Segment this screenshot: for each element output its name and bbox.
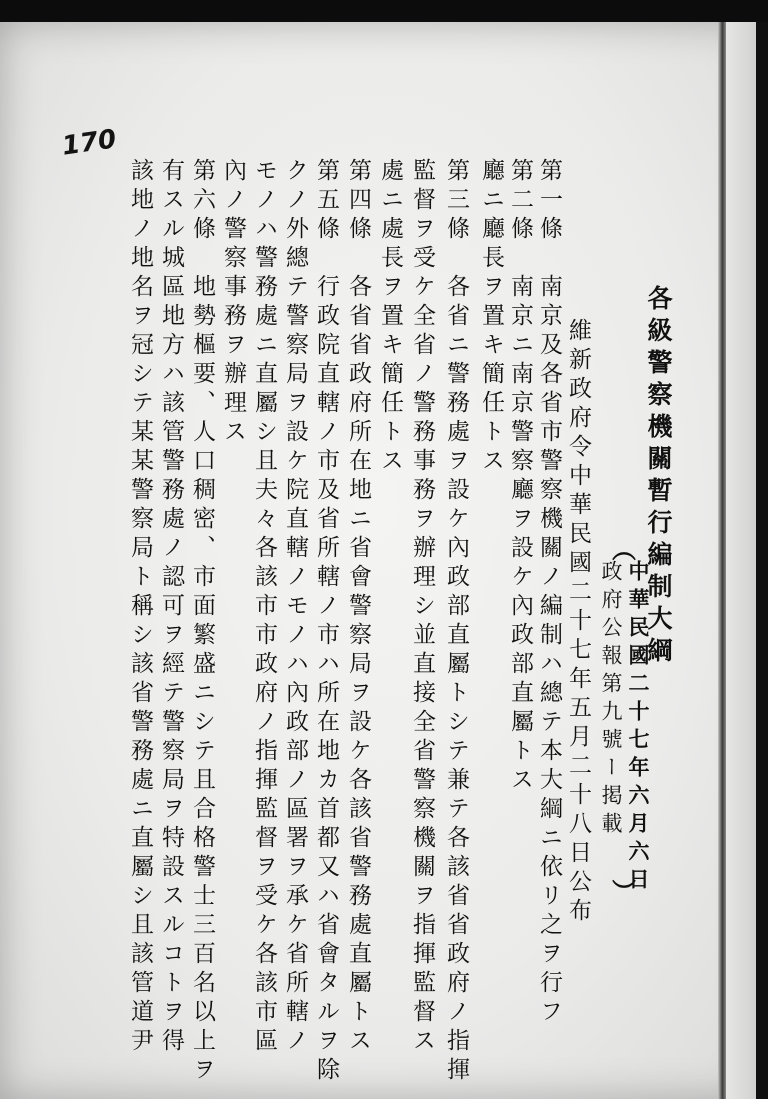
article-6-line-2: 有スル城區地方ハ該管警務處ノ認可ヲ經テ警察局ヲ特設スルコトヲ得 <box>158 158 184 1057</box>
article-5-line-1: 第五條 行政院直轄ノ市及省所轄ノ市ハ所在地カ首都又ハ省會タルヲ除 <box>313 158 339 1086</box>
article-1-line-1: 第一條 南京及各省市警察機關ノ編制ハ總テ本大綱ニ依リ之ヲ行フ <box>536 158 562 1028</box>
scan-border <box>756 22 768 1099</box>
article-6-line-1: 第六條 地勢樞要、人口稠密、市面繁盛ニシテ且合格警士三百名以上ヲ <box>189 158 215 1086</box>
bracket-open: ︵ <box>612 535 636 564</box>
article-5-line-3: モノハ警務處ニ直屬シ且夫々各該市市政府ノ指揮監督ヲ受ケ各該市區 <box>251 158 277 1057</box>
article-3-line-1: 第三條 各省ニ警務處ヲ設ケ內政部直屬トシテ兼テ各該省省政府ノ指揮 <box>443 158 469 1086</box>
binding-fold <box>718 22 726 1099</box>
source-note: 中華民國二十七年六月六日 <box>626 560 651 896</box>
source-note-2: 政府公報第九號ー掲載 <box>599 560 623 840</box>
article-3-line-2: 監督ヲ受ケ全省ノ警務事務ヲ辦理シ並直接全省警察機關ヲ指揮監督ス <box>409 158 435 1057</box>
article-2-line-1: 第二條 南京ニ南京警察廳ヲ設ケ內政部直屬トス <box>507 158 533 796</box>
adjacent-page-stub <box>726 22 756 1099</box>
bracket-close: ︶ <box>612 877 636 906</box>
article-2-line-2: 廳ニ廳長ヲ置キ簡任トス <box>478 158 504 477</box>
article-5-line-4: 內ノ警察事務ヲ辦理ス <box>220 158 246 448</box>
page-title: 各級警察機關暫行編制大綱 <box>644 285 673 669</box>
decree-line: 維新政府令中華民國二十七年五月二十八日公布 <box>565 318 591 927</box>
article-4-line-1: 第四條 各省省政府所在地ニ省會警察局ヲ設ケ各該省警務處直屬トス <box>345 158 371 1057</box>
article-5-line-2: クノ外總テ警察局ヲ設ケ院直轄ノモノハ內政部ノ區署ヲ承ケ省所轄ノ <box>282 158 308 1057</box>
article-6-line-3: 該地ノ地名ヲ冠シテ某某警察局ト稱シ該省警務處ニ直屬シ且該管道尹 <box>127 158 153 1057</box>
page-number: 170 <box>60 124 119 162</box>
article-3-line-3: 處ニ處長ヲ置キ簡任トス <box>377 158 403 477</box>
